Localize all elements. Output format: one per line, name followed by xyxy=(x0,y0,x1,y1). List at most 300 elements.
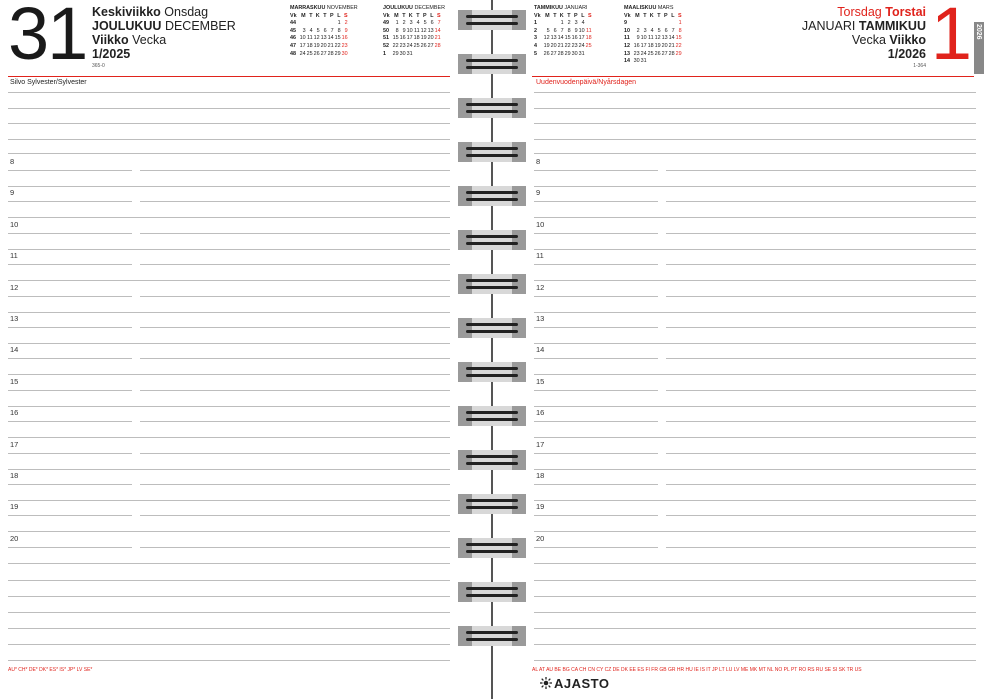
ring-part xyxy=(466,59,518,62)
hour-line xyxy=(8,233,132,234)
mini-calendar-dayname: K xyxy=(408,12,413,19)
mini-calendar-date: 4 xyxy=(581,20,585,27)
ruled-line xyxy=(8,580,450,581)
mini-calendar-date: 2 xyxy=(636,27,640,34)
ring-part xyxy=(472,582,512,602)
ring-part xyxy=(472,274,512,294)
ring-part xyxy=(512,142,526,162)
mini-calendar-week: 49 xyxy=(383,20,389,27)
hour-line xyxy=(140,264,450,265)
hour-label: 18 xyxy=(536,471,545,480)
mini-calendar-date: 18 xyxy=(647,42,654,49)
mini-calendar-date: 9 xyxy=(574,27,578,34)
ring-part xyxy=(466,198,518,201)
mini-calendar-date: 11 xyxy=(306,35,313,42)
hour-label: 20 xyxy=(10,533,19,543)
hour-line xyxy=(666,515,976,516)
mini-calendar-week: 11 xyxy=(624,35,630,42)
mini-calendar-date: 17 xyxy=(406,35,413,42)
hour-line xyxy=(666,358,976,359)
mini-calendar-dayname: Vk xyxy=(383,12,390,19)
mini-calendar-week: 9 xyxy=(624,20,627,27)
binding-ring xyxy=(458,448,526,472)
mini-calendar-date: 1 xyxy=(678,20,682,27)
ring-part xyxy=(466,286,518,289)
half-hour-line xyxy=(534,500,976,501)
mini-calendar-date: 12 xyxy=(654,35,661,42)
hour-label: 11 xyxy=(10,251,18,261)
mini-calendar-week: 4 xyxy=(534,42,537,49)
mini-calendar-date: 7 xyxy=(330,27,334,34)
mini-calendar-week: 10 xyxy=(624,27,630,34)
week-year: 1/2026 xyxy=(887,47,926,61)
ring-part xyxy=(512,450,526,470)
binding-ring xyxy=(458,360,526,384)
mini-calendar-date: 16 xyxy=(633,42,640,49)
week-sv: Vecka xyxy=(851,33,886,47)
hour-line xyxy=(8,296,132,297)
hour-line xyxy=(8,484,132,485)
ring-part xyxy=(466,594,518,597)
mini-calendar-dayname: T xyxy=(309,12,313,19)
week-fi: Viikko xyxy=(889,33,926,47)
ring-part xyxy=(466,235,518,238)
hour-line xyxy=(8,547,132,548)
mini-calendar-date: 2 xyxy=(344,20,348,27)
left-page xyxy=(0,0,458,699)
mini-calendar-dayname: M xyxy=(545,12,550,19)
hour-label: 9 xyxy=(10,188,15,198)
mini-calendar-date: 17 xyxy=(640,42,647,49)
mini-calendar-date: 10 xyxy=(578,27,585,34)
ring-part xyxy=(458,406,472,426)
mini-calendar-date: 30 xyxy=(399,50,406,57)
hour-line xyxy=(8,515,132,516)
half-hour-line xyxy=(534,563,976,564)
month-fi: JOULUKUU xyxy=(92,19,162,33)
mini-calendar-date: 11 xyxy=(647,35,654,42)
mini-calendar xyxy=(624,5,683,66)
mini-calendar-date: 30 xyxy=(341,50,348,57)
ring-part xyxy=(466,22,518,25)
mini-calendar-date xyxy=(551,20,558,28)
mini-calendar-title xyxy=(624,5,683,13)
mini-calendar-date: 31 xyxy=(406,50,413,57)
mini-calendar-week: 14 xyxy=(624,58,630,65)
ruled-line xyxy=(534,628,976,629)
mini-calendar-date xyxy=(321,20,328,28)
mini-calendar xyxy=(534,5,593,58)
mini-calendar-date: 13 xyxy=(427,27,434,34)
ring-part xyxy=(466,367,518,370)
binding-ring xyxy=(458,272,526,296)
ring-part xyxy=(466,462,518,465)
ring-part xyxy=(458,582,472,602)
mini-calendar-date: 19 xyxy=(654,42,661,49)
ring-part xyxy=(472,98,512,118)
hour-line xyxy=(666,547,976,548)
mini-calendar-date: 10 xyxy=(640,35,647,42)
ring-part xyxy=(472,626,512,646)
hour-line xyxy=(140,327,450,328)
mini-calendar-week: 47 xyxy=(290,42,296,49)
mini-calendar-date: 14 xyxy=(557,35,564,42)
mini-calendar-date xyxy=(328,20,335,28)
ring-part xyxy=(512,318,526,338)
mini-calendar-date: 9 xyxy=(636,35,640,42)
ring-part xyxy=(512,54,526,74)
ring-part xyxy=(466,411,518,414)
mini-calendar-date: 5 xyxy=(546,27,550,34)
half-hour-line xyxy=(8,563,450,564)
hour-label: 19 xyxy=(536,502,545,512)
hour-line xyxy=(534,390,658,391)
mini-calendar-date: 20 xyxy=(550,42,557,49)
ring-part xyxy=(466,499,518,502)
mini-calendar-title xyxy=(534,5,593,13)
mini-calendar-date: 22 xyxy=(334,42,341,49)
mini-calendar-date: 3 xyxy=(643,27,647,34)
mini-calendar-date xyxy=(307,20,314,28)
ring-part xyxy=(466,550,518,553)
month-fi: TAMMIKUU xyxy=(858,19,926,33)
ring-part xyxy=(458,626,472,646)
mini-calendar-date: 29 xyxy=(392,50,399,57)
mini-calendar-date: 8 xyxy=(337,27,341,34)
mini-calendar-date: 18 xyxy=(413,35,420,42)
ring-part xyxy=(466,147,518,150)
ring-part xyxy=(466,279,518,282)
mini-calendar-date: 1 xyxy=(337,20,341,27)
mini-calendar-date: 21 xyxy=(327,42,334,49)
mini-calendar-date: 24 xyxy=(640,50,647,57)
ring-part xyxy=(458,538,472,558)
mini-calendar-date: 29 xyxy=(675,50,682,57)
mini-calendar-date: 28 xyxy=(327,50,334,57)
mini-calendar-week: 48 xyxy=(290,50,296,57)
weekday-sv: Onsdag xyxy=(164,5,209,19)
ruled-line xyxy=(8,596,450,597)
day-code: 1-364 xyxy=(913,63,926,69)
mini-calendar-week: 12 xyxy=(624,42,630,49)
hour-line xyxy=(8,264,132,265)
ring-part xyxy=(472,10,512,30)
ring-part xyxy=(472,538,512,558)
mini-calendar-date: 16 xyxy=(399,35,406,42)
mini-calendar-dayname: L xyxy=(337,12,341,19)
ring-part xyxy=(512,626,526,646)
mini-calendar-dayname: M xyxy=(635,12,640,19)
hour-label: 12 xyxy=(536,282,545,292)
mini-calendar-dayname: Vk xyxy=(534,12,541,19)
mini-calendar-date: 16 xyxy=(341,35,348,42)
mini-calendar-date xyxy=(634,20,641,28)
binding-ring xyxy=(458,580,526,604)
binding-ring xyxy=(458,8,526,32)
mini-calendar-dayname: T xyxy=(567,12,571,19)
binding-ring xyxy=(458,536,526,560)
mini-calendar-date: 6 xyxy=(430,20,434,27)
tab-label: 2026 xyxy=(975,24,982,40)
hour-label: 11 xyxy=(536,251,544,261)
mini-calendar-date: 1 xyxy=(560,20,564,27)
mini-calendar-date: 29 xyxy=(564,50,571,57)
mini-calendar-date: 28 xyxy=(668,50,675,57)
mini-calendar-dayname: T xyxy=(323,12,327,19)
hour-line xyxy=(534,233,658,234)
mini-calendar-date: 13 xyxy=(550,35,557,42)
half-hour-line xyxy=(8,437,450,438)
mini-calendar-date: 14 xyxy=(434,27,441,34)
mini-calendar-date: 3 xyxy=(574,20,578,27)
mini-calendar-date: 7 xyxy=(437,20,441,27)
ruled-line xyxy=(8,123,450,124)
half-hour-line xyxy=(8,280,450,281)
mini-calendar-title xyxy=(290,5,358,13)
ring-part xyxy=(458,186,472,206)
mini-calendar-date: 28 xyxy=(557,50,564,57)
hour-line xyxy=(8,421,132,422)
ring-part xyxy=(458,318,472,338)
mini-calendar-dayname: T xyxy=(416,12,420,19)
hour-line xyxy=(140,484,450,485)
mini-calendar-date: 5 xyxy=(316,27,320,34)
binding-ring xyxy=(458,96,526,120)
ring-part xyxy=(458,362,472,382)
mini-calendar-date: 15 xyxy=(675,35,682,42)
ruled-line xyxy=(8,139,450,140)
ring-part xyxy=(472,494,512,514)
hour-line xyxy=(534,453,658,454)
mini-calendar-date xyxy=(648,58,655,66)
ring-part xyxy=(512,186,526,206)
ring-part xyxy=(512,10,526,30)
mini-calendar-date: 25 xyxy=(585,42,592,49)
ring-part xyxy=(466,455,518,458)
ring-part xyxy=(512,274,526,294)
mini-calendar-date: 20 xyxy=(427,35,434,42)
holiday-countries: AL AT AU BE BG CA CH CN CY CZ DE DK EE ES FI FR GB GR HR HU IE IS IT JP LT LU LV ME MK MT NL NO PL PT RO RS RU SE SI SK TR US xyxy=(532,667,862,673)
binding-ring xyxy=(458,492,526,516)
hour-line xyxy=(666,233,976,234)
mini-calendar-date: 27 xyxy=(550,50,557,57)
mini-calendar-week: 51 xyxy=(383,35,389,42)
ring-part xyxy=(466,191,518,194)
mini-calendar-date: 31 xyxy=(578,50,585,57)
hour-line xyxy=(666,484,976,485)
mini-calendar-date: 8 xyxy=(567,27,571,34)
ring-part xyxy=(458,142,472,162)
half-hour-line xyxy=(8,374,450,375)
mini-calendar-dayname: L xyxy=(581,12,585,19)
mini-calendar-date: 30 xyxy=(571,50,578,57)
day-header xyxy=(802,5,926,61)
ring-part xyxy=(466,631,518,634)
year-index-tab[interactable] xyxy=(974,22,984,74)
hour-line xyxy=(140,170,450,171)
mini-calendar-date: 14 xyxy=(327,35,334,42)
half-hour-line xyxy=(534,280,976,281)
half-hour-line xyxy=(534,437,976,438)
mini-calendar-dayname: S xyxy=(587,12,592,19)
hour-label: 16 xyxy=(536,408,545,418)
ring-part xyxy=(458,450,472,470)
mini-calendar-date: 5 xyxy=(423,20,427,27)
mini-calendar-month-fi: JOULUKUU xyxy=(383,5,413,11)
mini-calendar-date: 4 xyxy=(416,20,420,27)
hour-line xyxy=(8,170,132,171)
mini-calendar-date: 3 xyxy=(302,27,306,34)
half-hour-line xyxy=(534,531,976,532)
mini-calendar-date: 10 xyxy=(299,35,306,42)
hour-label: 16 xyxy=(10,408,19,418)
half-hour-line xyxy=(8,186,450,187)
mini-calendar-date: 8 xyxy=(678,27,682,34)
hour-label: 10 xyxy=(536,219,545,229)
brand-logo xyxy=(540,676,610,691)
ring-part xyxy=(472,54,512,74)
hour-label: 13 xyxy=(10,314,19,323)
mini-calendar-month-alt: NOVEMBER xyxy=(326,5,358,11)
hour-label: 17 xyxy=(10,439,19,449)
hour-line xyxy=(140,296,450,297)
half-hour-line xyxy=(534,217,976,218)
mini-calendar-date: 15 xyxy=(392,35,399,42)
ring-part xyxy=(512,98,526,118)
mini-calendar-date: 13 xyxy=(661,35,668,42)
mini-calendar-date: 4 xyxy=(309,27,313,34)
half-hour-line xyxy=(8,469,450,470)
mini-calendar-date: 7 xyxy=(560,27,564,34)
hour-line xyxy=(666,421,976,422)
binding-ring xyxy=(458,316,526,340)
ring-part xyxy=(458,494,472,514)
mini-calendar-date: 15 xyxy=(564,35,571,42)
mini-calendar-date: 20 xyxy=(320,42,327,49)
mini-calendar-dayname: S xyxy=(436,12,441,19)
mini-calendar-date: 22 xyxy=(392,42,399,49)
mini-calendar-date xyxy=(669,58,676,66)
ruled-line xyxy=(534,660,976,661)
spiral-binding xyxy=(458,0,526,699)
ring-part xyxy=(472,362,512,382)
mini-calendar-date: 2 xyxy=(402,20,406,27)
mini-calendar-dayname: T xyxy=(643,12,647,19)
hour-line xyxy=(534,547,658,548)
mini-calendar-date: 26 xyxy=(313,50,320,57)
mini-calendar-date: 24 xyxy=(299,50,306,57)
mini-calendar-month-alt: DECEMBER xyxy=(414,5,446,11)
mini-calendar-date: 9 xyxy=(402,27,406,34)
ruled-line xyxy=(8,660,450,661)
mini-calendar-date: 12 xyxy=(313,35,320,42)
mini-calendar-date xyxy=(435,51,442,59)
mini-calendar-date: 31 xyxy=(640,58,647,65)
mini-calendar-dayname: L xyxy=(671,12,675,19)
half-hour-line xyxy=(534,343,976,344)
mini-calendar-dayname: M xyxy=(301,12,306,19)
mini-calendar-date: 22 xyxy=(564,42,571,49)
hour-label: 18 xyxy=(10,471,19,480)
ring-part xyxy=(472,230,512,250)
mini-calendar-date: 23 xyxy=(633,50,640,57)
ruled-line xyxy=(534,612,976,613)
ring-part xyxy=(458,274,472,294)
binding-ring xyxy=(458,52,526,76)
hour-line xyxy=(534,201,658,202)
ring-part xyxy=(472,142,512,162)
hour-label: 8 xyxy=(10,157,15,166)
ruled-line xyxy=(8,108,450,109)
mini-calendar-dayname: K xyxy=(559,12,564,19)
mini-calendar-date xyxy=(300,20,307,28)
mini-calendar-month-fi: MARRASKUU xyxy=(290,5,326,11)
mini-calendar-date: 6 xyxy=(553,27,557,34)
mini-calendar-date: 3 xyxy=(409,20,413,27)
hour-line xyxy=(140,233,450,234)
mini-calendar-date: 17 xyxy=(578,35,585,42)
mini-calendar-date: 29 xyxy=(334,50,341,57)
mini-calendar-month-alt: JANUARI xyxy=(564,5,588,11)
ruled-line xyxy=(534,108,976,109)
mini-calendar-date: 27 xyxy=(320,50,327,57)
mini-calendar-date xyxy=(414,51,421,59)
mini-calendar-date: 1 xyxy=(395,20,399,27)
ring-part xyxy=(466,323,518,326)
mini-calendar-date: 22 xyxy=(675,42,682,49)
ring-part xyxy=(466,110,518,113)
mini-calendar-date xyxy=(655,58,662,66)
mini-calendar-date xyxy=(676,58,683,66)
half-hour-line xyxy=(8,217,450,218)
mini-calendar-date: 12 xyxy=(420,27,427,34)
weekday-fi: Torstai xyxy=(885,5,926,19)
mini-calendar-dayname: L xyxy=(430,12,434,19)
half-hour-line xyxy=(8,249,450,250)
mini-calendar-dayname: S xyxy=(677,12,682,19)
day-header xyxy=(92,5,236,61)
week-sv: Vecka xyxy=(132,33,167,47)
ring-part xyxy=(472,186,512,206)
mini-calendar-date: 21 xyxy=(434,35,441,42)
half-hour-line xyxy=(534,186,976,187)
hour-line xyxy=(666,170,976,171)
ring-part xyxy=(512,406,526,426)
ring-part xyxy=(512,230,526,250)
hour-line xyxy=(140,515,450,516)
ring-part xyxy=(466,330,518,333)
mini-calendar-date: 2 xyxy=(567,20,571,27)
mini-calendar-dayname: T xyxy=(553,12,557,19)
mini-calendar-dayname: T xyxy=(402,12,406,19)
sun-icon xyxy=(540,677,552,689)
ring-part xyxy=(466,242,518,245)
mini-calendar-date xyxy=(586,51,593,59)
mini-calendar-date: 30 xyxy=(633,58,640,65)
hour-line xyxy=(140,390,450,391)
mini-calendar-month-alt: MARS xyxy=(657,5,674,11)
hour-line xyxy=(534,170,658,171)
mini-calendar-dayname: P xyxy=(422,12,427,19)
mini-calendar-date: 10 xyxy=(406,27,413,34)
mini-calendar-date: 25 xyxy=(413,42,420,49)
hour-line xyxy=(140,421,450,422)
ruled-line xyxy=(534,644,976,645)
hour-label: 9 xyxy=(536,188,541,198)
half-hour-line xyxy=(534,249,976,250)
mini-calendar-date: 26 xyxy=(543,50,550,57)
mini-calendar-date: 19 xyxy=(420,35,427,42)
